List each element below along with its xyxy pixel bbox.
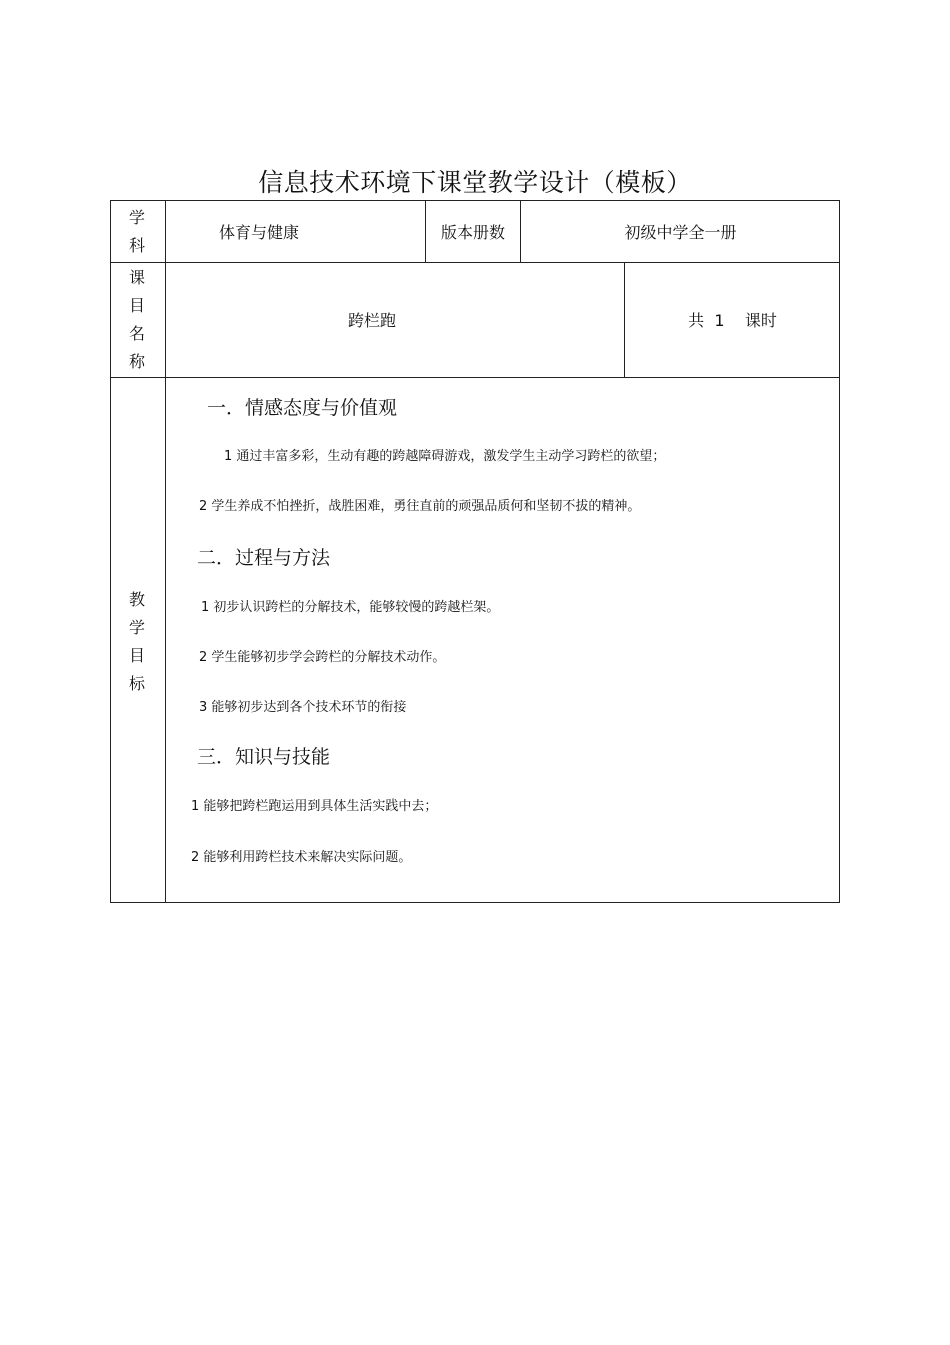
edition-value: 初级中学全一册 xyxy=(624,222,737,242)
objective-item: 3 能够初步达到各个技术环节的衔接 xyxy=(199,700,407,715)
edition-label: 版本册数 xyxy=(440,222,505,242)
lesson-name-value: 跨栏跑 xyxy=(347,311,396,330)
objective-item: 2 学生能够初步学会跨栏的分解技术动作。 xyxy=(199,650,446,665)
section-heading-emotion: 一．情感态度与价值观 xyxy=(207,397,398,419)
page-title: 信息技术环境下课堂教学设计（模板） xyxy=(258,168,692,197)
objective-item: 1 通过丰富多彩，生动有趣的跨越障碍游戏，激发学生主动学习跨栏的欲望； xyxy=(224,449,666,464)
objectives-label: 教 学 目 标 xyxy=(128,590,145,693)
lesson-name-label: 课 目 名 称 xyxy=(128,268,145,371)
objective-item: 2 能够利用跨栏技术来解决实际问题。 xyxy=(191,850,412,865)
objective-item: 2 学生养成不怕挫折，战胜困难，勇往直前的顽强品质何和坚韧不拔的精神。 xyxy=(199,499,641,514)
subject-label: 学 科 xyxy=(128,208,145,255)
row-divider-2 xyxy=(110,377,840,378)
lesson-hours: 共 1 课时 xyxy=(688,311,777,330)
subject-value: 体育与健康 xyxy=(218,222,299,242)
objective-item: 1 初步认识跨栏的分解技术，能够较慢的跨越栏架。 xyxy=(201,600,500,615)
objective-item: 1 能够把跨栏跑运用到具体生活实践中去； xyxy=(191,799,438,814)
section-heading-process: 二．过程与方法 xyxy=(197,547,331,569)
section-heading-knowledge: 三．知识与技能 xyxy=(197,746,331,768)
